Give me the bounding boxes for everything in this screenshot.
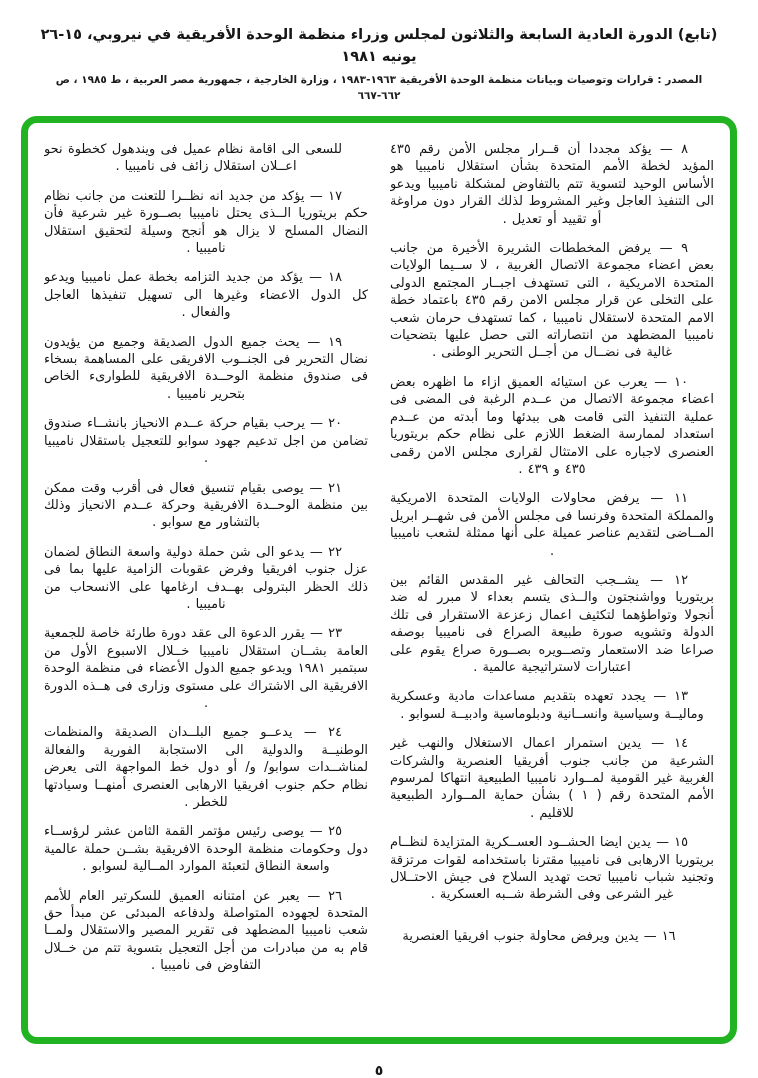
session-title: (تابع) الدورة العادية السابعة والثلاثون لمجلس وزراء منظمة الوحدة الأفريقية في نيروبي، ١٥-٢٦ يونيه ١٩٨١ (40, 27, 718, 65)
resolution-paragraph: للسعى الى اقامة نظام عميل فى ويندهول كخطوة نحو اعــلان استقلال زائف فى ناميبيا . (44, 142, 342, 175)
resolution-paragraph: ١١ — يرفض محاولات الولايات المتحدة الامريكية والمملكة المتحدة وفرنسا فى مجلس الأمن فى شهــر ابريل المــاضى لتقديم عناصر عميلة على أنها ممثلة لشعب ناميبيا . (390, 491, 714, 559)
resolution-paragraph: ٢٦ — يعبر عن امتنانه العميق للسكرتير العام للأمم المتحدة لجهوده المتواصلة ولدفاعه المبدئى عن مبدأ حق شعب ناميبيا المضطهد فى تقرير المصير والاستقلال ولمــا قام به من مبادرات من أجل التعجيل بتسوية تتم من خــلال التفاوض فى ناميبيا . (44, 888, 368, 974)
resolution-paragraph: ٢٢ — يدعو الى شن حملة دولية واسعة النطاق لضمان عزل جنوب افريقيا وفرض عقوبات الزامية عليها بما فى ذلك الحظر البترولى بهــدف ارغامها على الانسحاب من ناميبيا . (44, 544, 368, 612)
source-citation: المصدر : قرارات وتوصيات وبيانات منظمة الوحدة الأفريقية ١٩٦٣-١٩٨٣ ، وزارة الخارجية ، جمهورية مصر العربية ، ط ١٩٨٥ ، ص ٦٦٢-٦٦٧ (55, 74, 703, 102)
resolution-paragraph: ١٥ — يدين ايضا الحشــود العســكرية المتزايدة لنظــام بريتوريا الارهابى فى ناميبيا مقترنا باستخدامه لقوات مرتزقة وتجنيد شباب ناميبيا تحت تهديد السلاح فى جيش الاحتــلال غير الشرعى وفى الشرطة شــبه العسكرية . (390, 835, 714, 903)
green-content-frame (21, 116, 737, 1044)
resolution-paragraph: ٩ — يرفض المخططات الشريرة الأخيرة من جانب بعض اعضاء مجموعة الاتصال الغربية ، لا ســيما الولايات المتحدة الامريكية ، التى تستهدف اجبــار المجتمع الدولى على التخلى عن قرار مجلس الامن رقم ٤٣٥ باعتماد خطة الامم المتحدة لاستقلال ناميبيا ، كما تستهدف حرمان شعب ناميبيا المضطهد من انتصاراته التى حصل عليها بتضحيات غالية فى نضــال من أجــل التحرير الوطنى . (390, 241, 714, 361)
resolution-paragraph: ١٠ — يعرب عن استيائه العميق ازاء ما اظهره بعض اعضاء مجموعة الاتصال من عــدم الرغبة فى المضى فى عملية التنفيذ التى قامت هى ببدئها وما أبدته من عــدم استعداد لممارسة الضغط اللازم على نظام حكم بريتوريا العنصرى لاجباره على الامتثال لقرارى مجلس الامن رقمى ٤٣٥ و ٤٣٩ . (390, 374, 714, 477)
resolution-paragraph: ٢٠ — يرحب بقيام حركة عــدم الانحياز بانشــاء صندوق تضامن من اجل تدعيم جهود سوابو للتعجيل باستقلال ناميبيا . (44, 416, 368, 467)
resolution-paragraph: ٨ — يؤكد مجددا أن قــرار مجلس الأمن رقم ٤٣٥ المؤيد لخطة الأمم المتحدة بشأن استقلال ناميبيا هو الأساس الوحيد لتسوية تتم بالتفاوض لمشكلة ناميبيا ويدعو الى التنفيذ العاجل وغير المشروط لذلك القرار دون مراوغة أو تقييد أو تعديل . (390, 142, 714, 227)
column-right (390, 141, 714, 1023)
resolution-paragraph: ١٧ — يؤكد من جديد انه نظــرا للتعنت من جانب نظام حكم بريتوريا الــذى يحتل ناميبيا بصــورة غير شرعية فأن النضال المسلح لا يزال هو أنجح وسيلة لتحقيق استقلال ناميبيا . (44, 188, 368, 257)
resolution-paragraph: ١٩ — يحث جميع الدول الصديقة وجميع من يؤيدون نضال التحرير فى الجنــوب الافريقى على المساهمة بسخاء فى صندوق منظمة الوحــدة الافريقية للطوارىء الخاص بتحرير ناميبيا . (44, 334, 368, 402)
resolution-paragraph: ١٣ — يجدد تعهده بتقديم مساعدات مادية وعسكرية وماليــة وسياسية وانســانية ودبلوماسية وادبيــة لسوابو . (390, 689, 704, 722)
resolution-paragraph: ١٨ — يؤكد من جديد التزامه بخطة عمل ناميبيا ويدعو كل الدول الاعضاء وغيرها الى تسهيل تنفيذها العاجل والفعال . (44, 270, 368, 321)
page-header (0, 0, 758, 104)
resolution-paragraph: ١٦ — يدين ويرفض محاولة جنوب افريقيا العنصرية (402, 928, 676, 944)
page-number: ٥ (374, 1063, 384, 1078)
resolution-paragraph: ٢١ — يوصى بقيام تنسيق فعال فى أقرب وقت ممكن بين منظمة الوحــدة الافريقية وحركة عــدم الانحياز وذلك بالتشاور مع سوابو . (44, 480, 368, 531)
resolution-paragraph: ٢٣ — يقرر الدعوة الى عقد دورة طارئة خاصة للجمعية العامة بشــان استقلال ناميبيا خــلال الاسبوع الأول من سبتمبر ١٩٨١ ويدعو جميع الدول الأعضاء فى منظمة الوحدة الافريقية الى الاشتراك على مستوى وزارى فى هــذه الدورة . (44, 626, 368, 711)
page-footer (0, 1060, 758, 1078)
resolution-paragraph: ١٢ — يشــجب التحالف غير المقدس القائم بين بريتوريا وواشنجتون والــذى يتسم بعداء لا مبرر له ضد أنجولا وتواطؤهما لتكثيف اعمال زعزعة الاستقرار فى تلك الدولة وتشويه صورة طبيعة الصراع فى ناميبيا بوصفه صراعا ضد الاستعمار وتصــويره بصــورة صراع يقوم على اعتبارات لاستراتيجية عالمية . (390, 572, 714, 675)
resolution-paragraph: ٢٤ — يدعــو جميع البلــدان الصديقة والمنظمات الوطنيــة والدولية الى الاستجابة الفورية والفعالة لمناشــدات سوابو/ و/ أو دول خط المواجهة التى يعرض نظام حكم جنوب افريقيا الارهابى العنصرى أمنهــا وسيادتها للخطر . (44, 725, 368, 810)
resolution-paragraph: ٢٥ — يوصى رئيس مؤتمر القمة الثامن عشر لرؤســاء دول وحكومات منظمة الوحدة الافريقية بشــن حملة عالمية واسعة النطاق لتعبئة الموارد المــالية لسوابو . (44, 824, 368, 875)
resolution-paragraph: ١٤ — يدين استمرار اعمال الاستغلال والنهب غير الشرعية من جانب جنوب أفريقيا العنصرية والشركات الغربية غير القومية لمــوارد ناميبيا الطبيعية انتهاكا لمرسوم الأمم المتحدة رقم ( ١ ) بشأن حماية المــوارد الطبيعية للاقليم . (390, 736, 714, 821)
column-left (44, 141, 368, 1023)
